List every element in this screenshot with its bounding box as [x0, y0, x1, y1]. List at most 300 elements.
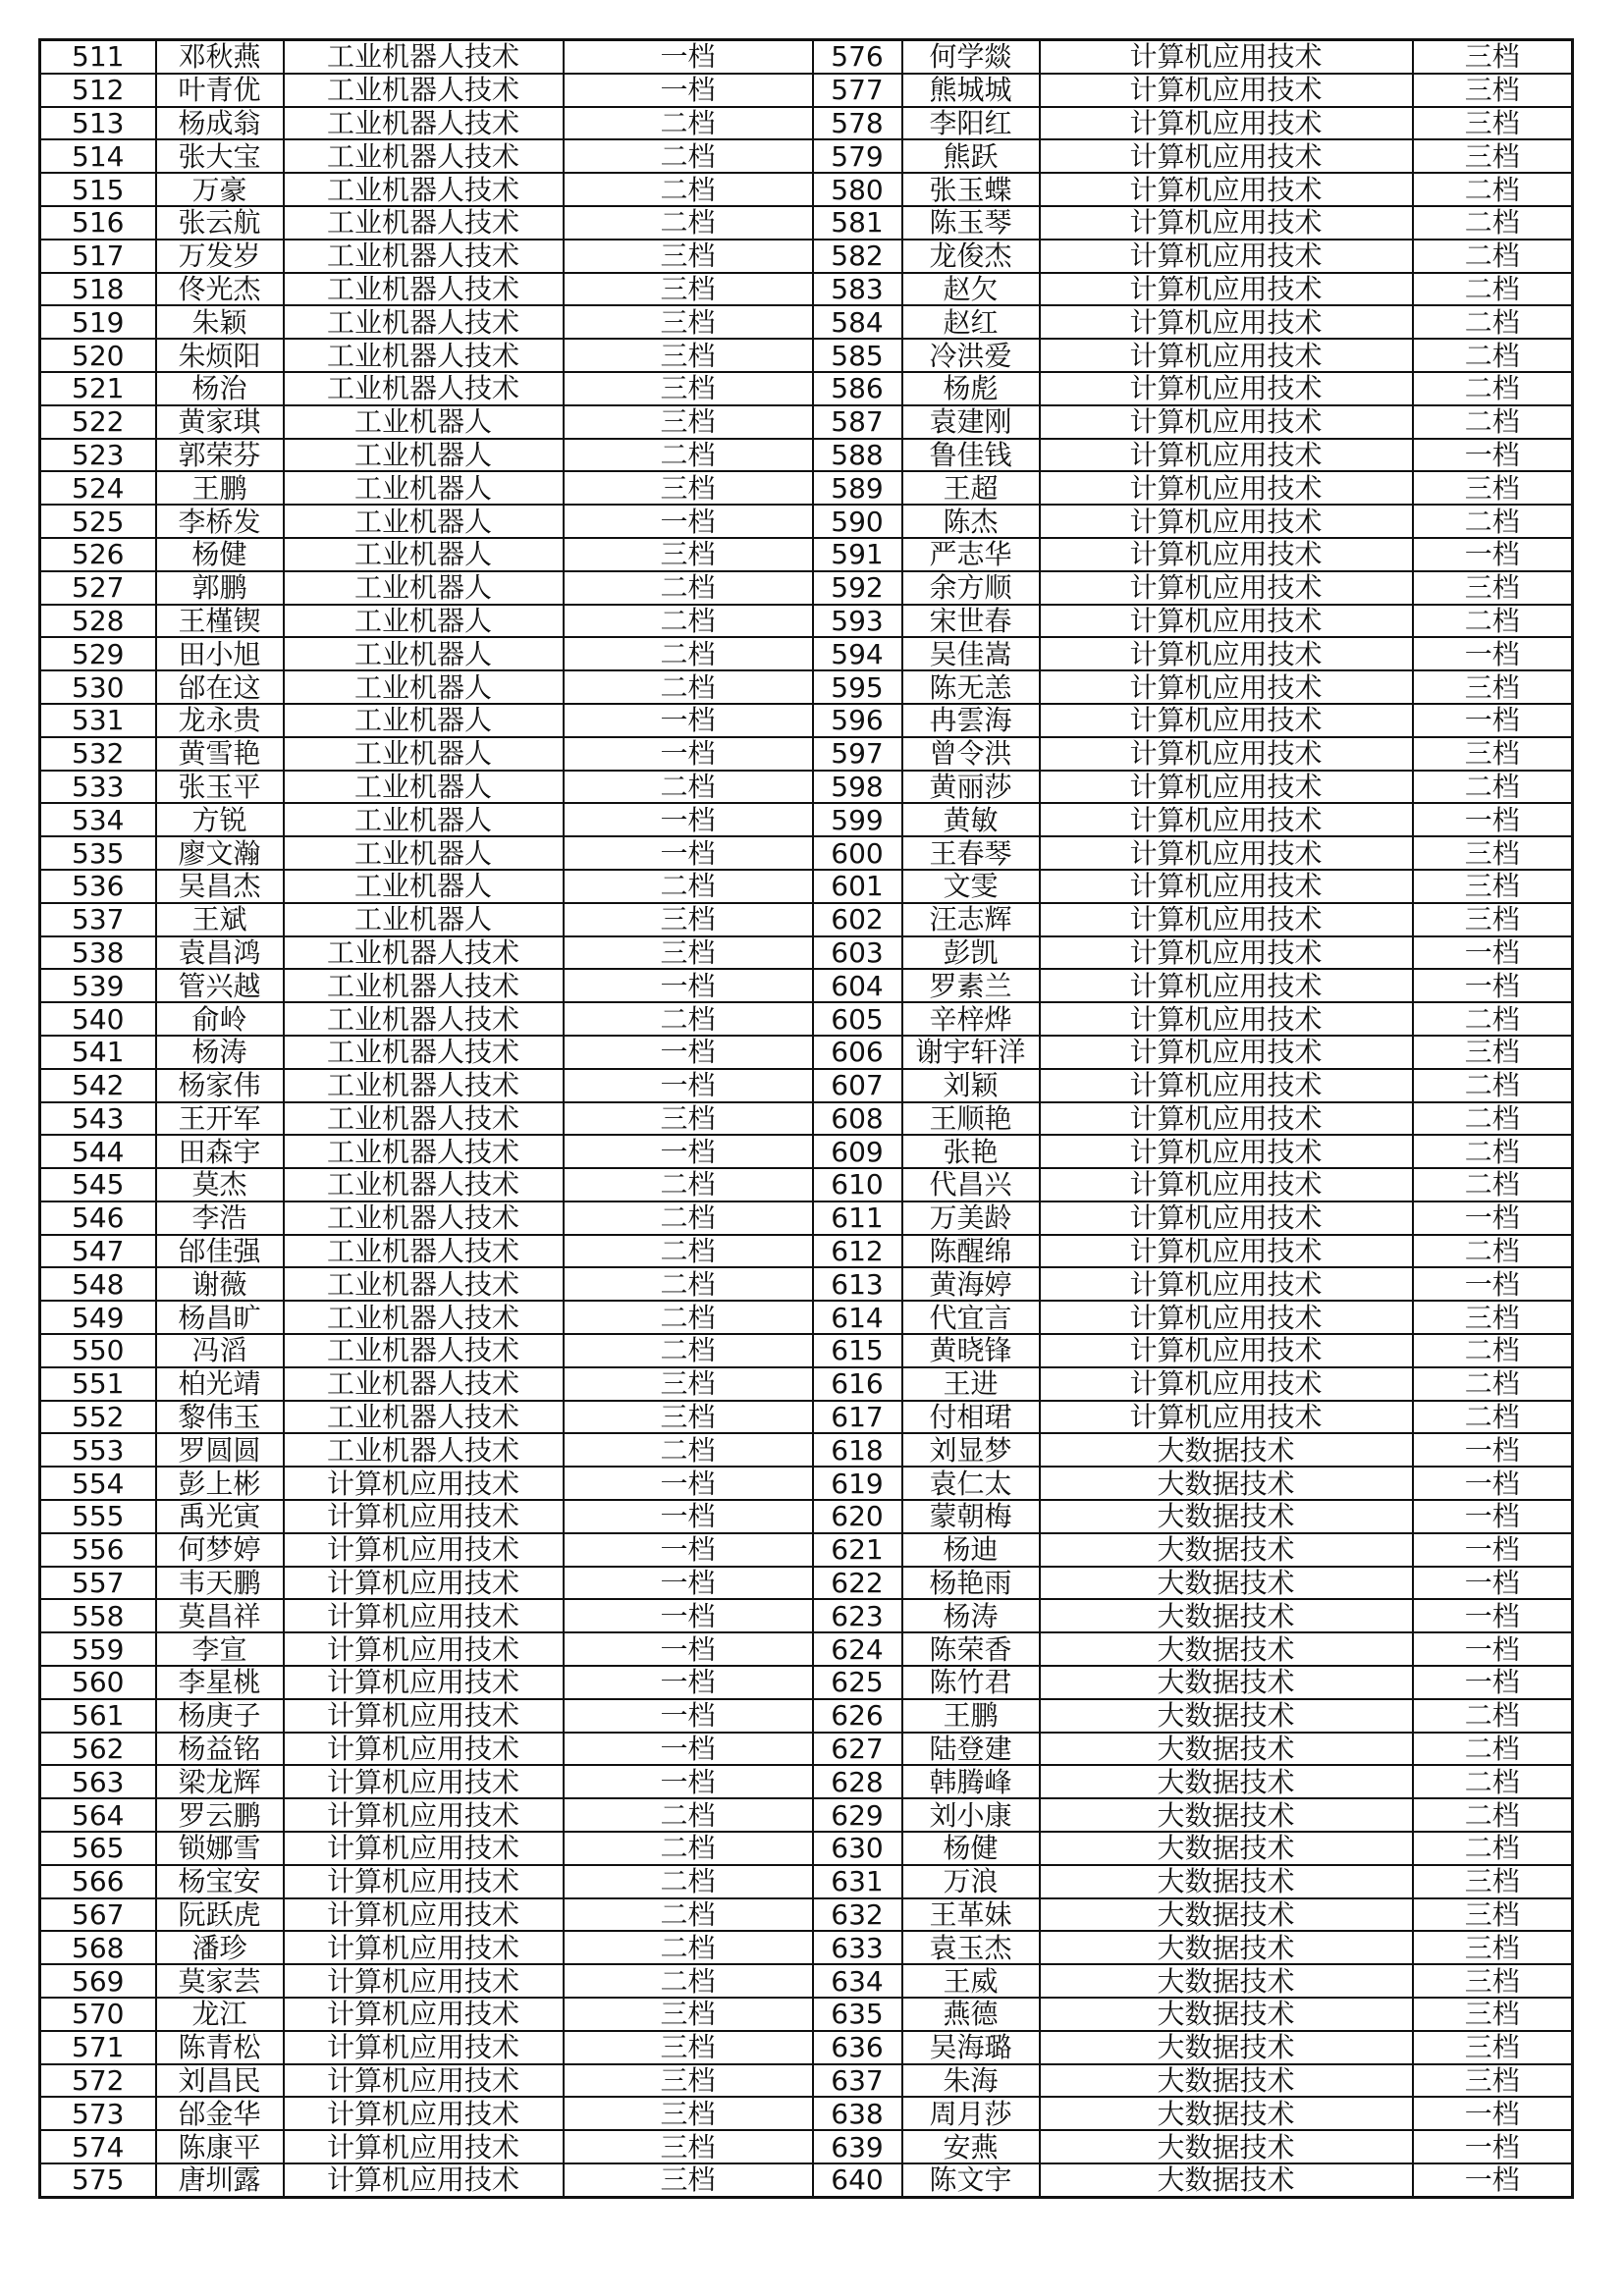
left-cell-number: 542: [40, 1069, 156, 1102]
left-cell-name: 谢薇: [156, 1267, 284, 1301]
right-cell-name: 余方顺: [902, 571, 1040, 605]
left-cell-major: 工业机器人技术: [284, 1367, 564, 1401]
right-cell-major: 计算机应用技术: [1040, 1102, 1413, 1136]
left-cell-name: 万发岁: [156, 240, 284, 273]
left-cell-major: 工业机器人技术: [284, 339, 564, 372]
right-cell-major: 计算机应用技术: [1040, 1135, 1413, 1168]
right-cell-grade: 一档: [1413, 1666, 1573, 1699]
table-row: [40, 1931, 1573, 1964]
left-cell-name: 禹光寅: [156, 1500, 284, 1533]
right-cell-grade: 一档: [1413, 803, 1573, 836]
right-cell-major: 计算机应用技术: [1040, 836, 1413, 870]
left-cell-number: 543: [40, 1102, 156, 1136]
table-row: [40, 1898, 1573, 1932]
right-cell-name: 王超: [902, 471, 1040, 505]
right-cell-major: 计算机应用技术: [1040, 1201, 1413, 1235]
right-cell-number: 635: [813, 1998, 902, 2031]
left-cell-number: 518: [40, 273, 156, 306]
left-cell-major: 工业机器人: [284, 737, 564, 771]
left-cell-major: 计算机应用技术: [284, 1500, 564, 1533]
left-cell-name: 莫昌祥: [156, 1599, 284, 1632]
right-cell-name: 陈荣香: [902, 1632, 1040, 1666]
right-cell-name: 王春琴: [902, 836, 1040, 870]
left-cell-grade: 三档: [564, 1998, 813, 2031]
table-row: [40, 40, 1573, 74]
right-cell-major: 计算机应用技术: [1040, 1069, 1413, 1102]
left-cell-number: 546: [40, 1201, 156, 1235]
left-cell-grade: 三档: [564, 2097, 813, 2130]
left-cell-major: 工业机器人技术: [284, 1002, 564, 1036]
left-cell-number: 535: [40, 836, 156, 870]
left-cell-major: 计算机应用技术: [284, 1964, 564, 1998]
left-cell-major: 工业机器人: [284, 471, 564, 505]
left-cell-grade: 三档: [564, 1401, 813, 1434]
left-cell-name: 杨成翁: [156, 107, 284, 140]
left-cell-name: 阮跃虎: [156, 1898, 284, 1932]
right-cell-name: 杨涛: [902, 1599, 1040, 1632]
left-cell-major: 工业机器人技术: [284, 305, 564, 339]
left-cell-major: 工业机器人: [284, 670, 564, 704]
left-cell-number: 512: [40, 74, 156, 107]
right-cell-number: 616: [813, 1367, 902, 1401]
left-cell-number: 521: [40, 372, 156, 405]
left-cell-number: 559: [40, 1632, 156, 1666]
right-cell-number: 619: [813, 1467, 902, 1500]
left-cell-name: 杨家伟: [156, 1069, 284, 1102]
left-cell-major: 工业机器人技术: [284, 40, 564, 74]
left-cell-name: 彭上彬: [156, 1467, 284, 1500]
right-cell-major: 计算机应用技术: [1040, 339, 1413, 372]
right-cell-grade: 一档: [1413, 936, 1573, 970]
right-cell-number: 577: [813, 74, 902, 107]
right-cell-name: 文雯: [902, 870, 1040, 903]
right-cell-number: 583: [813, 273, 902, 306]
left-cell-grade: 二档: [564, 1301, 813, 1334]
left-cell-name: 陈康平: [156, 2130, 284, 2163]
table-row: [40, 836, 1573, 870]
left-cell-number: 525: [40, 505, 156, 538]
table-row: [40, 1367, 1573, 1401]
left-cell-number: 523: [40, 439, 156, 472]
left-cell-major: 工业机器人: [284, 439, 564, 472]
right-cell-grade: 二档: [1413, 605, 1573, 638]
right-cell-grade: 一档: [1413, 704, 1573, 737]
left-cell-number: 529: [40, 637, 156, 670]
right-cell-name: 杨艳雨: [902, 1567, 1040, 1600]
left-cell-grade: 一档: [564, 737, 813, 771]
left-cell-major: 计算机应用技术: [284, 1998, 564, 2031]
left-cell-grade: 一档: [564, 836, 813, 870]
right-cell-name: 辛梓烨: [902, 1002, 1040, 1036]
left-cell-major: 工业机器人: [284, 405, 564, 439]
left-cell-grade: 二档: [564, 1267, 813, 1301]
right-cell-name: 陈玉琴: [902, 206, 1040, 240]
left-cell-major: 计算机应用技术: [284, 1666, 564, 1699]
left-cell-grade: 二档: [564, 670, 813, 704]
right-cell-name: 杨迪: [902, 1533, 1040, 1567]
left-cell-major: 工业机器人: [284, 903, 564, 936]
right-cell-name: 陈醒绵: [902, 1235, 1040, 1268]
right-cell-number: 601: [813, 870, 902, 903]
right-cell-number: 580: [813, 173, 902, 206]
left-cell-number: 538: [40, 936, 156, 970]
left-cell-major: 计算机应用技术: [284, 2130, 564, 2163]
left-cell-name: 方锐: [156, 803, 284, 836]
right-cell-major: 计算机应用技术: [1040, 1002, 1413, 1036]
right-cell-number: 586: [813, 372, 902, 405]
left-cell-number: 528: [40, 605, 156, 638]
right-cell-grade: 三档: [1413, 40, 1573, 74]
right-cell-major: 计算机应用技术: [1040, 605, 1413, 638]
table-row: [40, 439, 1573, 472]
right-cell-grade: 三档: [1413, 737, 1573, 771]
right-cell-grade: 二档: [1413, 1832, 1573, 1865]
left-cell-name: 杨健: [156, 538, 284, 571]
right-cell-grade: 一档: [1413, 1533, 1573, 1567]
left-cell-grade: 三档: [564, 273, 813, 306]
left-cell-name: 叶青优: [156, 74, 284, 107]
right-cell-name: 王鹏: [902, 1699, 1040, 1733]
left-cell-name: 黎伟玉: [156, 1401, 284, 1434]
left-cell-number: 547: [40, 1235, 156, 1268]
right-cell-major: 计算机应用技术: [1040, 637, 1413, 670]
right-cell-name: 王威: [902, 1964, 1040, 1998]
left-cell-number: 539: [40, 969, 156, 1002]
left-cell-major: 计算机应用技术: [284, 1733, 564, 1766]
left-cell-name: 张大宝: [156, 139, 284, 173]
right-cell-grade: 二档: [1413, 1699, 1573, 1733]
left-cell-number: 517: [40, 240, 156, 273]
right-cell-major: 大数据技术: [1040, 2097, 1413, 2130]
right-cell-number: 590: [813, 505, 902, 538]
right-cell-name: 陈竹君: [902, 1666, 1040, 1699]
right-cell-major: 计算机应用技术: [1040, 737, 1413, 771]
right-cell-number: 579: [813, 139, 902, 173]
left-cell-grade: 一档: [564, 1036, 813, 1069]
right-cell-number: 591: [813, 538, 902, 571]
right-cell-number: 588: [813, 439, 902, 472]
right-cell-grade: 二档: [1413, 1798, 1573, 1832]
right-cell-name: 黄晓锋: [902, 1334, 1040, 1367]
left-cell-name: 王槿锲: [156, 605, 284, 638]
left-cell-major: 工业机器人技术: [284, 1401, 564, 1434]
left-cell-grade: 一档: [564, 1699, 813, 1733]
table-row: [40, 372, 1573, 405]
left-cell-grade: 二档: [564, 1168, 813, 1201]
left-cell-grade: 二档: [564, 139, 813, 173]
right-cell-number: 581: [813, 206, 902, 240]
table-row: [40, 936, 1573, 970]
right-cell-grade: 三档: [1413, 1865, 1573, 1898]
left-cell-number: 522: [40, 405, 156, 439]
right-cell-number: 593: [813, 605, 902, 638]
right-cell-major: 大数据技术: [1040, 1832, 1413, 1865]
left-cell-grade: 二档: [564, 173, 813, 206]
right-cell-number: 622: [813, 1567, 902, 1600]
left-cell-name: 袁昌鸿: [156, 936, 284, 970]
left-cell-major: 工业机器人技术: [284, 1433, 564, 1467]
left-cell-grade: 一档: [564, 1500, 813, 1533]
table-row: [40, 1401, 1573, 1434]
table-row: [40, 505, 1573, 538]
left-cell-grade: 二档: [564, 1931, 813, 1964]
left-cell-number: 551: [40, 1367, 156, 1401]
left-cell-number: 555: [40, 1500, 156, 1533]
right-cell-major: 大数据技术: [1040, 1567, 1413, 1600]
right-cell-major: 计算机应用技术: [1040, 1036, 1413, 1069]
right-cell-grade: 二档: [1413, 1367, 1573, 1401]
table-row: [40, 1733, 1573, 1766]
right-cell-grade: 三档: [1413, 571, 1573, 605]
table-row: [40, 405, 1573, 439]
right-cell-name: 鲁佳钱: [902, 439, 1040, 472]
right-cell-major: 计算机应用技术: [1040, 40, 1413, 74]
left-cell-name: 杨庚子: [156, 1699, 284, 1733]
table-row: [40, 1832, 1573, 1865]
right-cell-name: 陈杰: [902, 505, 1040, 538]
left-cell-major: 工业机器人: [284, 870, 564, 903]
right-cell-major: 大数据技术: [1040, 1599, 1413, 1632]
right-cell-number: 633: [813, 1931, 902, 1964]
right-cell-number: 600: [813, 836, 902, 870]
left-cell-number: 513: [40, 107, 156, 140]
left-cell-grade: 三档: [564, 903, 813, 936]
left-cell-name: 邰佳强: [156, 1235, 284, 1268]
right-cell-major: 计算机应用技术: [1040, 670, 1413, 704]
left-cell-major: 工业机器人技术: [284, 139, 564, 173]
right-cell-grade: 一档: [1413, 1201, 1573, 1235]
right-cell-major: 计算机应用技术: [1040, 571, 1413, 605]
right-cell-number: 599: [813, 803, 902, 836]
right-cell-name: 万浪: [902, 1865, 1040, 1898]
right-cell-number: 606: [813, 1036, 902, 1069]
left-cell-grade: 一档: [564, 1069, 813, 1102]
left-cell-name: 田小旭: [156, 637, 284, 670]
right-cell-name: 陈无恙: [902, 670, 1040, 704]
right-cell-number: 624: [813, 1632, 902, 1666]
right-cell-grade: 二档: [1413, 273, 1573, 306]
left-cell-number: 553: [40, 1433, 156, 1467]
table-row: [40, 571, 1573, 605]
right-cell-name: 曾令洪: [902, 737, 1040, 771]
left-cell-major: 计算机应用技术: [284, 2163, 564, 2197]
left-cell-name: 唐圳露: [156, 2163, 284, 2197]
table-row: [40, 903, 1573, 936]
right-cell-major: 计算机应用技术: [1040, 1267, 1413, 1301]
left-cell-number: 570: [40, 1998, 156, 2031]
right-cell-major: 大数据技术: [1040, 1865, 1413, 1898]
left-cell-major: 工业机器人: [284, 803, 564, 836]
right-cell-name: 严志华: [902, 538, 1040, 571]
right-cell-major: 大数据技术: [1040, 1433, 1413, 1467]
left-cell-grade: 三档: [564, 1367, 813, 1401]
right-cell-major: 计算机应用技术: [1040, 439, 1413, 472]
right-cell-name: 冷洪爱: [902, 339, 1040, 372]
right-cell-number: 589: [813, 471, 902, 505]
right-cell-number: 636: [813, 2031, 902, 2064]
left-cell-name: 万豪: [156, 173, 284, 206]
right-cell-grade: 三档: [1413, 1964, 1573, 1998]
table-row: [40, 1201, 1573, 1235]
left-cell-major: 工业机器人技术: [284, 1135, 564, 1168]
table-row: [40, 139, 1573, 173]
right-cell-grade: 三档: [1413, 670, 1573, 704]
right-cell-major: 大数据技术: [1040, 1467, 1413, 1500]
left-cell-grade: 一档: [564, 74, 813, 107]
left-cell-name: 柏光靖: [156, 1367, 284, 1401]
left-cell-number: 511: [40, 40, 156, 74]
right-cell-name: 袁玉杰: [902, 1931, 1040, 1964]
left-cell-number: 520: [40, 339, 156, 372]
table-row: [40, 1666, 1573, 1699]
left-cell-name: 陈青松: [156, 2031, 284, 2064]
right-cell-number: 614: [813, 1301, 902, 1334]
right-cell-number: 626: [813, 1699, 902, 1733]
left-cell-name: 李浩: [156, 1201, 284, 1235]
table-row: [40, 339, 1573, 372]
right-cell-grade: 二档: [1413, 240, 1573, 273]
table-row: [40, 1002, 1573, 1036]
right-cell-grade: 三档: [1413, 1301, 1573, 1334]
left-cell-number: 564: [40, 1798, 156, 1832]
right-cell-grade: 三档: [1413, 836, 1573, 870]
right-cell-major: 计算机应用技术: [1040, 206, 1413, 240]
right-cell-major: 计算机应用技术: [1040, 803, 1413, 836]
right-cell-grade: 三档: [1413, 74, 1573, 107]
left-cell-number: 531: [40, 704, 156, 737]
left-cell-name: 杨涛: [156, 1036, 284, 1069]
left-cell-grade: 二档: [564, 1865, 813, 1898]
left-cell-major: 工业机器人: [284, 637, 564, 670]
left-cell-major: 工业机器人技术: [284, 372, 564, 405]
right-cell-grade: 三档: [1413, 1898, 1573, 1932]
right-cell-number: 630: [813, 1832, 902, 1865]
right-cell-major: 大数据技术: [1040, 1964, 1413, 1998]
table-row: [40, 206, 1573, 240]
left-cell-major: 工业机器人技术: [284, 107, 564, 140]
left-cell-name: 梁龙辉: [156, 1765, 284, 1798]
left-cell-grade: 三档: [564, 2163, 813, 2197]
right-cell-name: 杨彪: [902, 372, 1040, 405]
left-cell-name: 邓秋燕: [156, 40, 284, 74]
right-cell-name: 黄丽莎: [902, 771, 1040, 804]
left-cell-number: 536: [40, 870, 156, 903]
right-cell-major: 计算机应用技术: [1040, 1367, 1413, 1401]
left-cell-number: 537: [40, 903, 156, 936]
left-cell-major: 计算机应用技术: [284, 1632, 564, 1666]
table-row: [40, 1699, 1573, 1733]
right-cell-major: 大数据技术: [1040, 2130, 1413, 2163]
right-cell-major: 计算机应用技术: [1040, 1301, 1413, 1334]
left-cell-grade: 二档: [564, 1898, 813, 1932]
right-cell-name: 熊跃: [902, 139, 1040, 173]
left-cell-number: 530: [40, 670, 156, 704]
left-cell-major: 计算机应用技术: [284, 1832, 564, 1865]
left-cell-grade: 三档: [564, 538, 813, 571]
left-cell-name: 黄雪艳: [156, 737, 284, 771]
left-cell-grade: 三档: [564, 405, 813, 439]
right-cell-number: 578: [813, 107, 902, 140]
table-row: [40, 1102, 1573, 1136]
left-cell-number: 549: [40, 1301, 156, 1334]
right-cell-grade: 二档: [1413, 405, 1573, 439]
left-cell-grade: 二档: [564, 1002, 813, 1036]
right-cell-major: 计算机应用技术: [1040, 969, 1413, 1002]
right-cell-grade: 三档: [1413, 1998, 1573, 2031]
table-row: [40, 605, 1573, 638]
right-cell-grade: 三档: [1413, 1931, 1573, 1964]
table-row: [40, 637, 1573, 670]
right-cell-number: 602: [813, 903, 902, 936]
right-cell-grade: 一档: [1413, 1599, 1573, 1632]
left-cell-number: 514: [40, 139, 156, 173]
left-cell-grade: 三档: [564, 471, 813, 505]
right-cell-number: 620: [813, 1500, 902, 1533]
right-cell-grade: 一档: [1413, 439, 1573, 472]
left-cell-number: 545: [40, 1168, 156, 1201]
table-row: [40, 1632, 1573, 1666]
right-cell-number: 576: [813, 40, 902, 74]
left-cell-name: 吴昌杰: [156, 870, 284, 903]
table-row: [40, 2097, 1573, 2130]
table-row: [40, 74, 1573, 107]
right-cell-number: 618: [813, 1433, 902, 1467]
right-cell-name: 冉雲海: [902, 704, 1040, 737]
left-cell-name: 杨治: [156, 372, 284, 405]
right-cell-name: 宋世春: [902, 605, 1040, 638]
left-cell-major: 计算机应用技术: [284, 2097, 564, 2130]
table-row: [40, 771, 1573, 804]
table-row: [40, 670, 1573, 704]
left-cell-grade: 二档: [564, 1798, 813, 1832]
left-cell-number: 567: [40, 1898, 156, 1932]
left-cell-number: 519: [40, 305, 156, 339]
left-cell-major: 计算机应用技术: [284, 1898, 564, 1932]
right-cell-name: 袁仁太: [902, 1467, 1040, 1500]
table-row: [40, 273, 1573, 306]
right-cell-major: 大数据技术: [1040, 1765, 1413, 1798]
right-cell-number: 610: [813, 1168, 902, 1201]
left-cell-name: 刘昌民: [156, 2064, 284, 2098]
right-cell-major: 计算机应用技术: [1040, 74, 1413, 107]
table-row: [40, 2163, 1573, 2197]
left-cell-grade: 二档: [564, 1964, 813, 1998]
right-cell-number: 632: [813, 1898, 902, 1932]
table-row: [40, 107, 1573, 140]
table-row: [40, 1964, 1573, 1998]
left-cell-grade: 二档: [564, 206, 813, 240]
right-cell-name: 代宜言: [902, 1301, 1040, 1334]
left-cell-number: 558: [40, 1599, 156, 1632]
left-cell-number: 566: [40, 1865, 156, 1898]
right-cell-number: 603: [813, 936, 902, 970]
table-row: [40, 1235, 1573, 1268]
left-cell-name: 邰在这: [156, 670, 284, 704]
left-cell-major: 工业机器人技术: [284, 1267, 564, 1301]
left-cell-number: 568: [40, 1931, 156, 1964]
right-cell-number: 617: [813, 1401, 902, 1434]
left-cell-grade: 一档: [564, 1599, 813, 1632]
left-cell-number: 527: [40, 571, 156, 605]
right-cell-grade: 三档: [1413, 471, 1573, 505]
left-cell-grade: 一档: [564, 1135, 813, 1168]
left-cell-name: 潘珍: [156, 1931, 284, 1964]
table-row: [40, 2064, 1573, 2098]
left-cell-major: 计算机应用技术: [284, 1699, 564, 1733]
left-cell-major: 计算机应用技术: [284, 1533, 564, 1567]
left-cell-grade: 一档: [564, 505, 813, 538]
left-cell-name: 郭鹏: [156, 571, 284, 605]
